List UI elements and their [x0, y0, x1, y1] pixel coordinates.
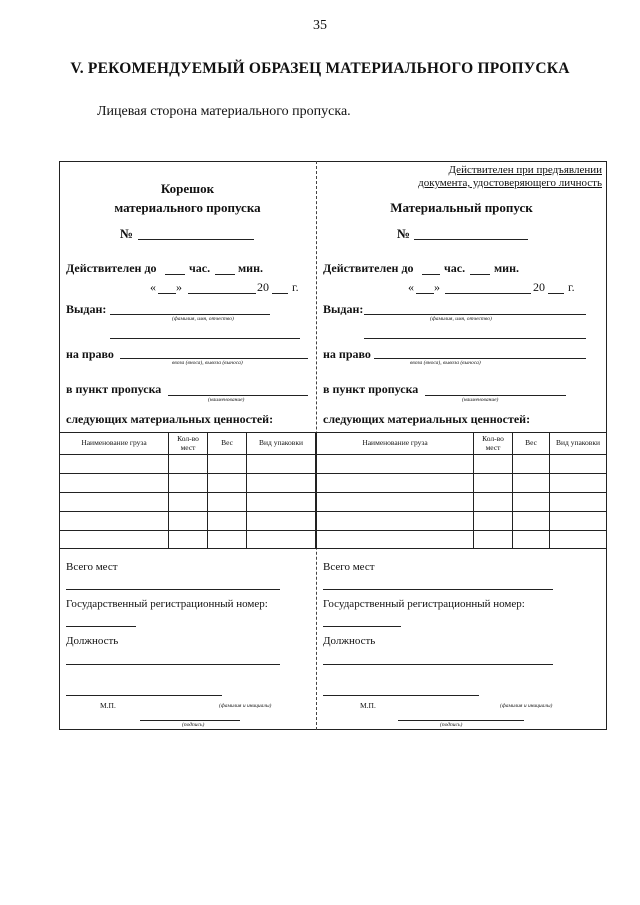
stub-title-line1: Корешок: [160, 181, 215, 196]
stub-year-prefix: 20: [257, 280, 269, 294]
stub-hours-label: час.: [189, 261, 211, 275]
stub-col-cargo-name: Наименование груза: [60, 433, 169, 455]
pass-signature-hint: (подпись): [440, 722, 463, 728]
stub-following-label: следующих материальных ценностей:: [66, 412, 274, 426]
stub-cargo-table: [59, 432, 316, 549]
pass-quote-close: »: [434, 280, 440, 294]
pass-checkpoint-field[interactable]: [425, 395, 566, 396]
stub-signature-hint: (подпись): [182, 722, 205, 728]
stub-month-field[interactable]: [188, 293, 256, 294]
pass-right-field[interactable]: [374, 358, 586, 359]
pass-col-cargo-name: Наименование груза: [317, 433, 474, 455]
table-row: [317, 474, 607, 493]
pass-right-label: на право: [323, 347, 371, 361]
pass-year-suffix: г.: [568, 280, 575, 294]
pass-checkpoint-hint: (наименование): [462, 397, 499, 403]
stub-minutes-field[interactable]: [215, 274, 235, 275]
stub-day-field[interactable]: [158, 293, 176, 294]
pass-year-field[interactable]: [548, 293, 564, 294]
pass-name-hint: (фамилия и инициалы): [500, 703, 553, 709]
stub-stamp-label: М.П.: [100, 701, 116, 710]
stub-year-field[interactable]: [272, 293, 288, 294]
stub-issued-hint: (фамилия, имя, отчество): [172, 316, 234, 322]
pass-cargo-table: [316, 432, 607, 549]
pass-hours-field[interactable]: [422, 274, 440, 275]
pass-following-label: следующих материальных ценностей:: [323, 412, 531, 426]
pass-minutes-field[interactable]: [470, 274, 490, 275]
table-row: [317, 531, 607, 549]
pass-reg-number-label: Государственный регистрационный номер:: [323, 598, 525, 610]
stub-quote-close: »: [176, 280, 182, 294]
table-row: [317, 493, 607, 512]
stub-col-packing: Вид упаковки: [247, 433, 316, 455]
page-number: 35: [313, 18, 327, 33]
pass-month-field[interactable]: [445, 293, 531, 294]
stub-reg-number-field[interactable]: [66, 626, 136, 627]
stub-total-places-field[interactable]: [66, 589, 280, 590]
table-row: [317, 455, 607, 474]
pass-day-field[interactable]: [416, 293, 434, 294]
pass-issued-field[interactable]: [364, 314, 586, 315]
pass-valid-note-line2: документа, удостоверяющего личность: [418, 177, 602, 189]
stub-number-label: №: [120, 226, 134, 241]
pass-reg-number-field[interactable]: [323, 626, 401, 627]
pass-issued-hint: (фамилия, имя, отчество): [430, 316, 492, 322]
pass-col-places: Кол-во мест: [474, 433, 513, 455]
table-row: [317, 512, 607, 531]
stub-right-label: на право: [66, 347, 114, 361]
pass-total-places-label: Всего мест: [323, 561, 375, 573]
stub-issued-field-2[interactable]: [110, 338, 300, 339]
stub-number-field[interactable]: [138, 239, 254, 240]
pass-col-weight: Вес: [513, 433, 550, 455]
stub-reg-number-label: Государственный регистрационный номер:: [66, 598, 268, 610]
stub-col-weight: Вес: [208, 433, 247, 455]
table-row: [60, 531, 316, 549]
pass-title: Материальный пропуск: [390, 200, 533, 215]
stub-total-places-label: Всего мест: [66, 561, 118, 573]
pass-total-places-field[interactable]: [323, 589, 553, 590]
pass-issued-field-2[interactable]: [364, 338, 586, 339]
stub-col-places: Кол-во мест: [169, 433, 208, 455]
pass-hours-label: час.: [444, 261, 466, 275]
table-row: [60, 493, 316, 512]
pass-stamp-label: М.П.: [360, 701, 376, 710]
pass-position-label: Должность: [323, 635, 376, 647]
pass-number-label: №: [397, 226, 411, 241]
stub-issued-field[interactable]: [110, 314, 270, 315]
pass-minutes-label: мин.: [494, 261, 520, 275]
stub-valid-until-label: Действителен до: [66, 261, 157, 275]
stub-year-suffix: г.: [292, 280, 299, 294]
pass-name-field[interactable]: [323, 695, 479, 696]
stub-checkpoint-field[interactable]: [168, 395, 308, 396]
pass-number-field[interactable]: [414, 239, 528, 240]
stub-position-field[interactable]: [66, 664, 280, 665]
pass-issued-label: Выдан:: [323, 302, 364, 316]
stub-name-field[interactable]: [66, 695, 222, 696]
pass-right-hint: ввоза (вноса), вывоза (выноса): [410, 360, 481, 366]
stub-hours-field[interactable]: [165, 274, 185, 275]
page-subheading: Лицевая сторона материального пропуска.: [97, 104, 351, 119]
pass-signature-field[interactable]: [398, 720, 524, 721]
pass-valid-until-label: Действителен до: [323, 261, 414, 275]
table-row: [60, 455, 316, 474]
stub-quote-open: «: [150, 280, 156, 294]
stub-right-hint: ввоза (вноса), вывоза (выноса): [172, 360, 243, 366]
table-row: [60, 474, 316, 493]
stub-right-field[interactable]: [120, 358, 308, 359]
table-row: [60, 512, 316, 531]
stub-minutes-label: мин.: [238, 261, 264, 275]
pass-valid-note-line1: Действителен при предъявлении: [448, 164, 602, 176]
stub-checkpoint-hint: (наименование): [208, 397, 245, 403]
stub-title-line2: материального пропуска: [114, 200, 261, 215]
pass-position-field[interactable]: [323, 664, 553, 665]
pass-year-prefix: 20: [533, 280, 545, 294]
stub-signature-field[interactable]: [140, 720, 240, 721]
page-heading: V. РЕКОМЕНДУЕМЫЙ ОБРАЗЕЦ МАТЕРИАЛЬНОГО ПРОПУСКА: [70, 60, 570, 77]
pass-checkpoint-label: в пункт пропуска: [323, 382, 419, 396]
pass-col-packing: Вид упаковки: [550, 433, 607, 455]
pass-quote-open: «: [408, 280, 414, 294]
stub-checkpoint-label: в пункт пропуска: [66, 382, 162, 396]
stub-issued-label: Выдан:: [66, 302, 107, 316]
stub-position-label: Должность: [66, 635, 119, 647]
stub-name-hint: (фамилия и инициалы): [219, 703, 272, 709]
